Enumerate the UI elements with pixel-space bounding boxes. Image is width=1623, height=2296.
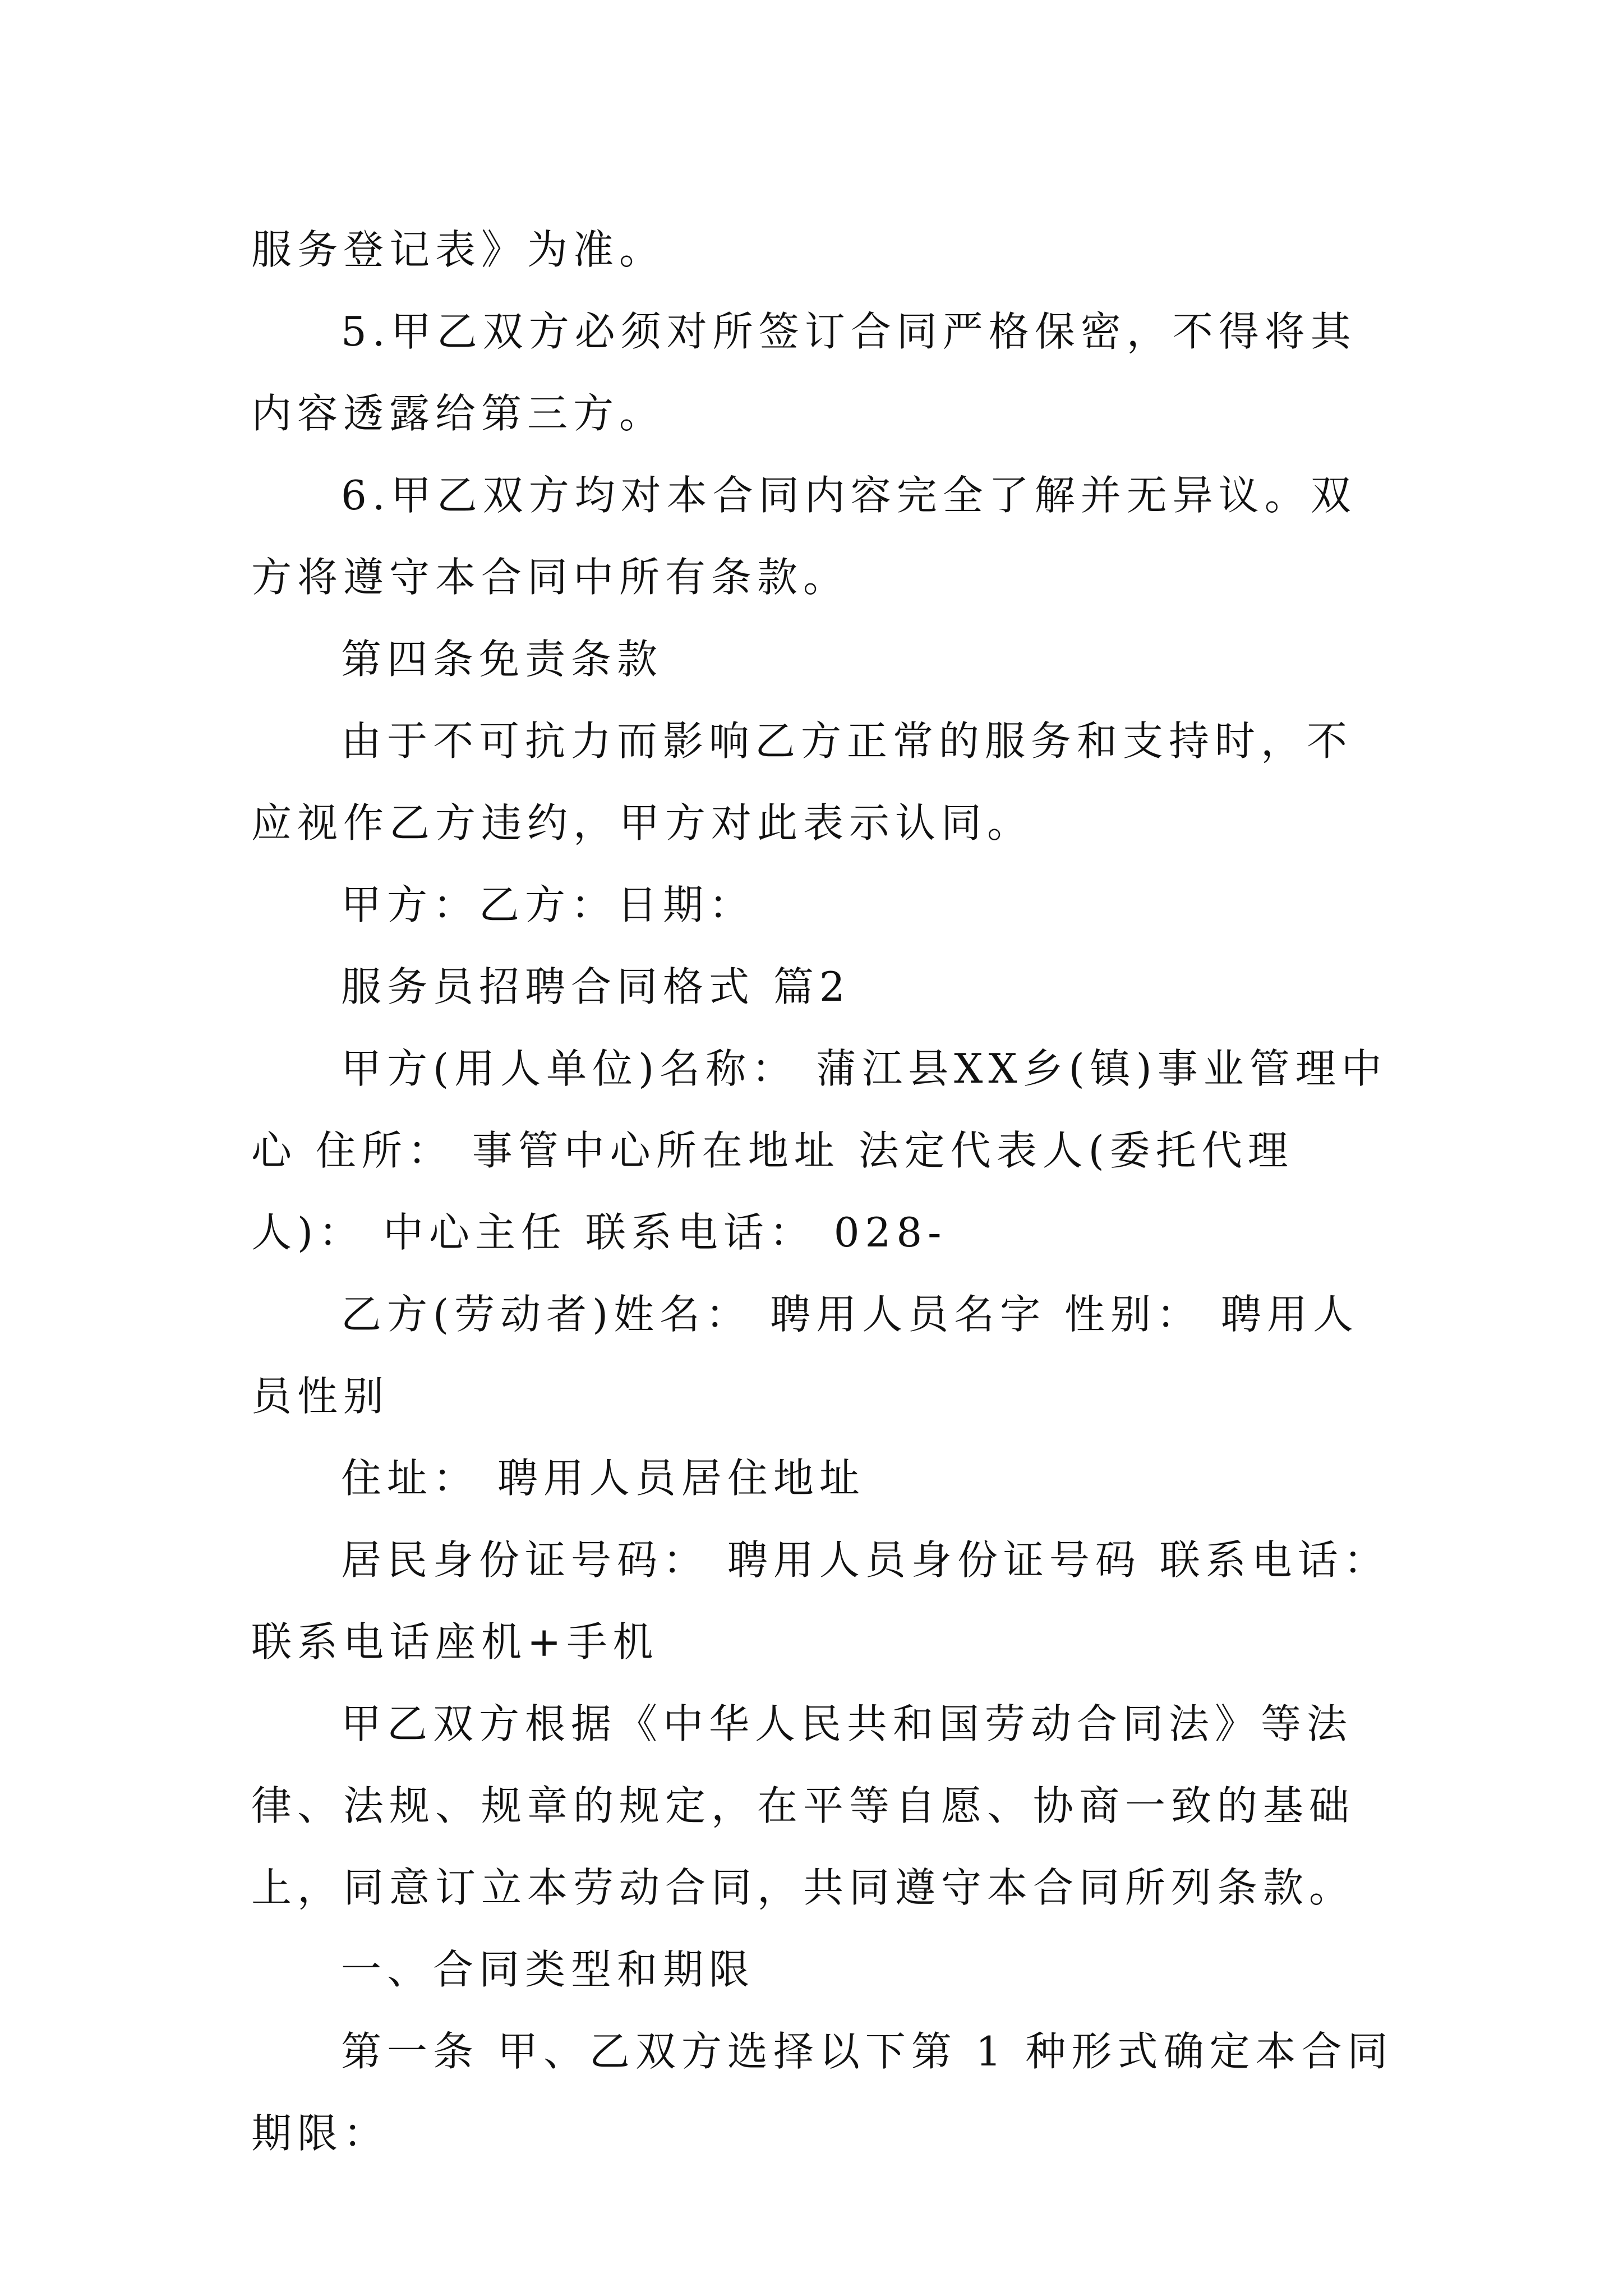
paragraph-continuation: 服务登记表》为准。 [251, 226, 666, 273]
section-title-part-2: 服务员招聘合同格式 篇2 [341, 963, 851, 1010]
document-content [251, 209, 1395, 2174]
paragraph-party-a-info: 甲方(用人单位)名称： 蒲江县XX乡(镇)事业管理中心 住所： 事管中心所在地址 法定代表人(委托代理人)： 中心主任 联系电话： 028- [251, 1045, 1387, 1256]
section-heading-exemption: 第四条免责条款 [341, 636, 663, 683]
paragraph-legal-basis: 甲乙双方根据《中华人民共和国劳动合同法》等法律、法规、规章的规定，在平等自愿、协商一致的基础上，同意订立本劳动合同，共同遵守本合同所列条款。 [251, 1700, 1355, 1911]
paragraph-article-one: 第一条 甲、乙双方选择以下第 1 种形式确定本合同期限： [251, 2028, 1394, 2157]
paragraph-party-b-info: 乙方(劳动者)姓名： 聘用人员名字 性别： 聘用人员性别 [251, 1291, 1359, 1420]
paragraph-id-contact: 居民身份证号码： 聘用人员身份证号码 联系电话： 联系电话座机+手机 [251, 1536, 1390, 1665]
paragraph-address: 住址： 聘用人员居住地址 [341, 1455, 865, 1502]
signature-line: 甲方：乙方：日期： [341, 881, 755, 928]
section-heading-contract-type: 一、合同类型和期限 [341, 1946, 755, 1993]
paragraph-agreement: 6.甲乙双方均对本合同内容完全了解并无异议。双方将遵守本合同中所有条款。 [251, 472, 1357, 601]
paragraph-confidentiality: 5.甲乙双方必须对所签订合同严格保密，不得将其内容透露给第三方。 [251, 308, 1357, 437]
paragraph-force-majeure: 由于不可抗力而影响乙方正常的服务和支持时，不应视作乙方违约，甲方对此表示认同。 [251, 717, 1353, 846]
